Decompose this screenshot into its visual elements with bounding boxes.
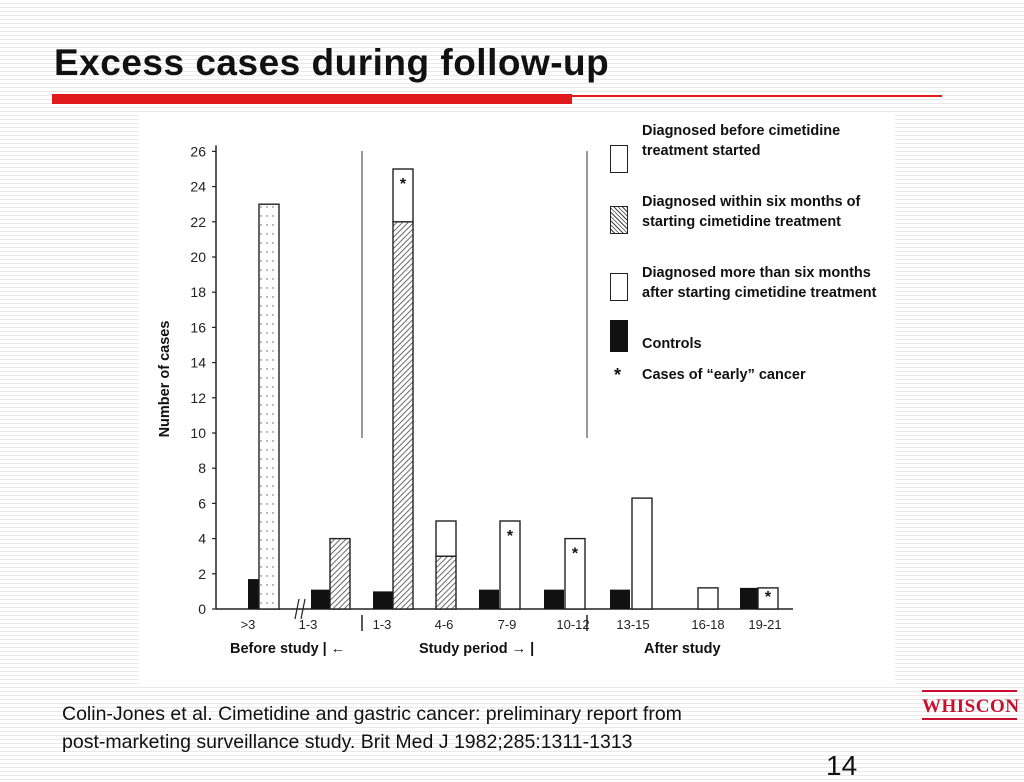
y-tick-label: 20 — [190, 249, 206, 265]
chart-legend — [608, 115, 893, 395]
x-tick-label: 19-21 — [748, 617, 782, 632]
y-tick-label: 18 — [190, 284, 206, 301]
citation-line-1: Colin-Jones et al. Cimetidine and gastric cancer: preliminary report from — [62, 703, 682, 725]
legend-label: Controls — [642, 336, 702, 352]
period-label-before-study: Before study | ← — [230, 641, 346, 657]
legend-swatch-solid — [610, 320, 628, 352]
y-tick-label: 6 — [198, 495, 206, 512]
legend-swatch-hollow-dotted — [610, 145, 628, 173]
legend-swatch-hatched — [610, 206, 628, 234]
y-tick-label: 22 — [190, 213, 206, 230]
y-tick-label: 26 — [190, 143, 206, 160]
y-tick-label: 0 — [198, 601, 206, 617]
legend-label: Diagnosed before cimetidine treatment started — [642, 123, 841, 159]
figure-panel — [138, 113, 895, 687]
x-tick-label: 16-18 — [691, 617, 725, 632]
x-tick-label: 13-15 — [616, 617, 650, 632]
bar-diagnosed-within-six-months — [330, 539, 350, 609]
x-tick-label: 1-3 — [372, 617, 392, 632]
bar-controls — [544, 590, 564, 609]
x-tick-label: >3 — [240, 617, 256, 632]
bar-controls — [311, 590, 331, 609]
early-cancer-marker: * — [571, 545, 579, 563]
y-tick-label: 8 — [198, 460, 206, 477]
star-icon: * — [614, 365, 622, 385]
early-cancer-marker: * — [506, 528, 514, 545]
bar-diagnosed-after-six-months — [698, 588, 718, 609]
bar-diagnosed-after-six-months — [632, 498, 652, 609]
y-tick-label: 10 — [190, 425, 206, 441]
slide-title: Excess cases during follow-up — [54, 42, 610, 83]
y-tick-label: 16 — [190, 319, 206, 336]
y-tick-label: 24 — [190, 178, 206, 195]
citation-line-2: post-marketing surveillance study. Brit Med J 1982;285:1311-1313 — [62, 731, 633, 753]
bar-diagnosed-after-six-months — [436, 521, 456, 556]
y-tick-label: 2 — [198, 565, 206, 582]
early-cancer-marker: * — [399, 176, 407, 193]
title-underline-bar — [52, 94, 572, 104]
bar-diagnosed-before — [259, 204, 279, 609]
y-axis-label: Number of cases — [157, 320, 173, 438]
x-tick-label: 7-9 — [497, 617, 517, 632]
y-tick-label: 14 — [190, 354, 206, 371]
bar-controls — [740, 588, 760, 609]
title-underline-rule — [572, 95, 942, 97]
y-tick-label: 4 — [198, 530, 206, 547]
bar-diagnosed-within-six-months — [393, 222, 413, 609]
x-tick-label: 4-6 — [434, 617, 454, 632]
x-tick-label: 10-12 — [556, 617, 590, 632]
bar-diagnosed-within-six-months — [436, 556, 456, 609]
legend-label: Cases of “early” cancer — [642, 367, 806, 383]
x-tick-label: 1-3 — [298, 617, 318, 632]
citation — [62, 700, 902, 756]
period-label-after-study: After study — [644, 641, 721, 657]
legend-label: Diagnosed more than six months after starting cimetidine treatment — [642, 265, 877, 301]
legend-label: Diagnosed within six months of starting cimetidine treatment — [642, 194, 861, 230]
period-label-study-period: Study period → | — [419, 641, 535, 657]
legend-swatch-hollow — [610, 273, 628, 301]
y-tick-label: 12 — [190, 389, 206, 406]
bar-controls — [610, 590, 630, 609]
bar-controls — [373, 591, 393, 609]
page-number: 14 — [826, 750, 858, 781]
early-cancer-marker: * — [764, 588, 772, 606]
bar-controls — [479, 590, 499, 609]
whiscon-logo: WHISCON — [922, 690, 1017, 720]
